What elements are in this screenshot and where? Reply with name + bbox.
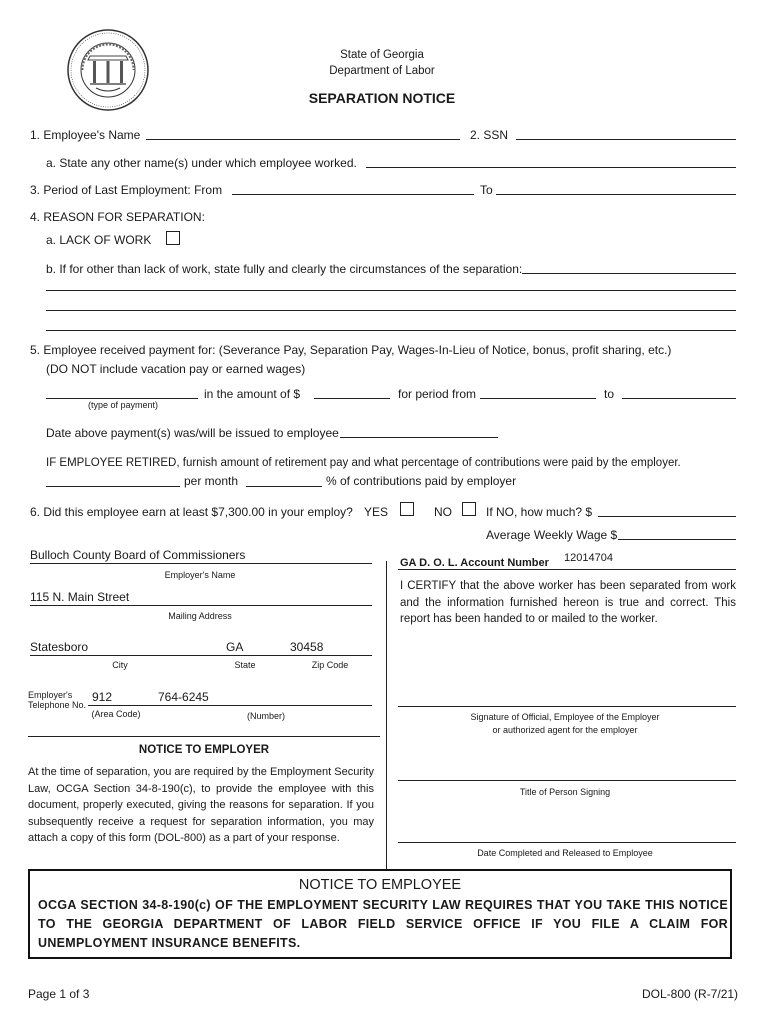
account-top-rule (398, 569, 736, 570)
payment-type-field[interactable] (46, 398, 198, 399)
city-state-zip-field[interactable] (30, 655, 372, 656)
state-caption: State (234, 660, 256, 670)
circumstances-label: b. If for other than lack of work, state fully and clearly the circumstances of the separation: (46, 262, 523, 276)
weekly-wage-field[interactable] (618, 539, 736, 540)
period-to-field[interactable] (496, 194, 736, 195)
city-caption: City (112, 660, 128, 670)
city-value: Statesboro (30, 640, 89, 654)
payment-type-caption: (type of payment) (87, 400, 159, 410)
how-much-field[interactable] (598, 516, 736, 517)
phone-number-caption: (Number) (246, 711, 285, 721)
notice-employer-title: NOTICE TO EMPLOYER (138, 744, 270, 756)
retirement-pay-field[interactable] (46, 486, 180, 487)
column-divider (386, 561, 387, 869)
per-month-label: per month (184, 474, 239, 488)
contribution-label: % of contributions paid by employer (326, 474, 517, 488)
account-number-value: 12014704 (564, 552, 613, 564)
payment-date-label: Date above payment(s) was/will be issued to employee (46, 426, 339, 440)
payment-period-to-field[interactable] (622, 398, 736, 399)
header-state: State of Georgia (340, 49, 424, 61)
employer-name-field[interactable] (30, 563, 372, 564)
employer-name-caption: Employer's Name (164, 570, 236, 580)
notice-employee-text: OCGA SECTION 34-8-190(c) OF THE EMPLOYMENT SECURITY LAW REQUIRES THAT YOU TAKE THIS NOTICE TO THE GEORGIA DEPARTMENT OF LABOR FIELD SERVICE OFFICE IF YOU FILE A CLAIM FOR UNEMPLOYMENT INSURANCE BENEFITS. (38, 898, 728, 950)
contribution-percent-field[interactable] (246, 486, 322, 487)
employer-block-divider (28, 736, 380, 737)
header-department: Department of Labor (329, 65, 435, 77)
circumstances-line-1[interactable] (522, 273, 736, 274)
area-code-caption: (Area Code) (91, 709, 141, 719)
payment-date-field[interactable] (340, 437, 498, 438)
certify-text: I CERTIFY that the above worker has been separated from work and the information furnished hereon is true and correct. This report has been handed to or mailed to the worker. (400, 580, 736, 625)
signature-caption-2: or authorized agent for the employer (492, 725, 638, 735)
page-title: SEPARATION NOTICE (308, 90, 456, 106)
payment-note: (DO NOT include vacation pay or earned wages) (46, 362, 306, 376)
other-names-field[interactable] (366, 167, 736, 168)
mailing-address-value: 115 N. Main Street (30, 590, 130, 604)
weekly-wage-label: Average Weekly Wage $ (486, 528, 618, 542)
period-to-label: To (480, 183, 493, 197)
signature-line[interactable] (398, 706, 736, 707)
phone-field[interactable] (88, 705, 372, 706)
mailing-address-field[interactable] (30, 605, 372, 606)
payment-period-from-field[interactable] (480, 398, 596, 399)
employee-name-label: 1. Employee's Name (30, 128, 141, 142)
amount-field[interactable] (314, 398, 390, 399)
phone-number-value: 764-6245 (158, 690, 209, 704)
no-checkbox[interactable] (462, 502, 476, 516)
state-value: GA (226, 640, 244, 654)
zip-caption: Zip Code (311, 660, 349, 670)
signature-caption-1: Signature of Official, Employee of the Employer (470, 712, 660, 722)
period-label: 3. Period of Last Employment: From (30, 183, 223, 197)
notice-employer-text: At the time of separation, you are required by the Employment Security Law, OCGA Section 34-8-190(c), to provide the employee with this document, properly executed, giving the reasons for separation. If you subsequently receive a request for separation information, you may attach a copy of this form (DOL-800) as a part of your response. (28, 766, 374, 844)
zip-value: 30458 (290, 640, 324, 654)
yes-label: YES (364, 505, 389, 519)
other-names-label: a. State any other name(s) under which employee worked. (46, 156, 357, 170)
date-caption: Date Completed and Released to Employee (477, 848, 653, 858)
earnings-question: 6. Did this employee earn at least $7,300.00 in your employ? (30, 505, 353, 519)
period-from-field[interactable] (232, 194, 474, 195)
lack-of-work-checkbox[interactable] (166, 231, 180, 245)
date-line[interactable] (398, 842, 736, 843)
title-caption: Title of Person Signing (519, 787, 611, 797)
title-line[interactable] (398, 780, 736, 781)
mailing-address-caption: Mailing Address (168, 611, 232, 621)
yes-checkbox[interactable] (400, 502, 414, 516)
ssn-label: 2. SSN (470, 128, 509, 142)
employer-name-value: Bulloch County Board of Commissioners (30, 548, 246, 562)
area-code-value: 912 (92, 690, 113, 704)
circumstances-line-4[interactable] (46, 330, 736, 331)
circumstances-line-2[interactable] (46, 290, 736, 291)
lack-of-work-label: a. LACK OF WORK (46, 233, 152, 247)
employee-name-field[interactable] (146, 139, 460, 140)
amount-label: in the amount of $ (204, 387, 301, 401)
notice-employee-title: NOTICE TO EMPLOYEE (298, 877, 462, 893)
payment-label: 5. Employee received payment for: (Severance Pay, Separation Pay, Wages-In-Lieu of Notice, bonus, profit sharing, etc.) (30, 343, 672, 357)
retired-label: IF EMPLOYEE RETIRED, furnish amount of retirement pay and what percentage of contributions were paid by the employer. (46, 457, 681, 469)
account-label: GA D. O. L. Account Number (400, 557, 549, 569)
form-id: DOL-800 (R-7/21) (642, 987, 739, 1001)
reason-label: 4. REASON FOR SEPARATION: (30, 210, 205, 224)
phone-label-line-2: Telephone No. (28, 700, 87, 710)
period-from-label: for period from (398, 387, 477, 401)
no-label: NO (434, 505, 452, 519)
phone-label-line-1: Employer's (28, 690, 73, 700)
ssn-field[interactable] (516, 139, 736, 140)
circumstances-line-3[interactable] (46, 310, 736, 311)
how-much-label: If NO, how much? $ (486, 505, 593, 519)
payment-period-to-label: to (604, 387, 615, 401)
georgia-state-seal (66, 28, 150, 112)
page-number: Page 1 of 3 (28, 987, 90, 1001)
